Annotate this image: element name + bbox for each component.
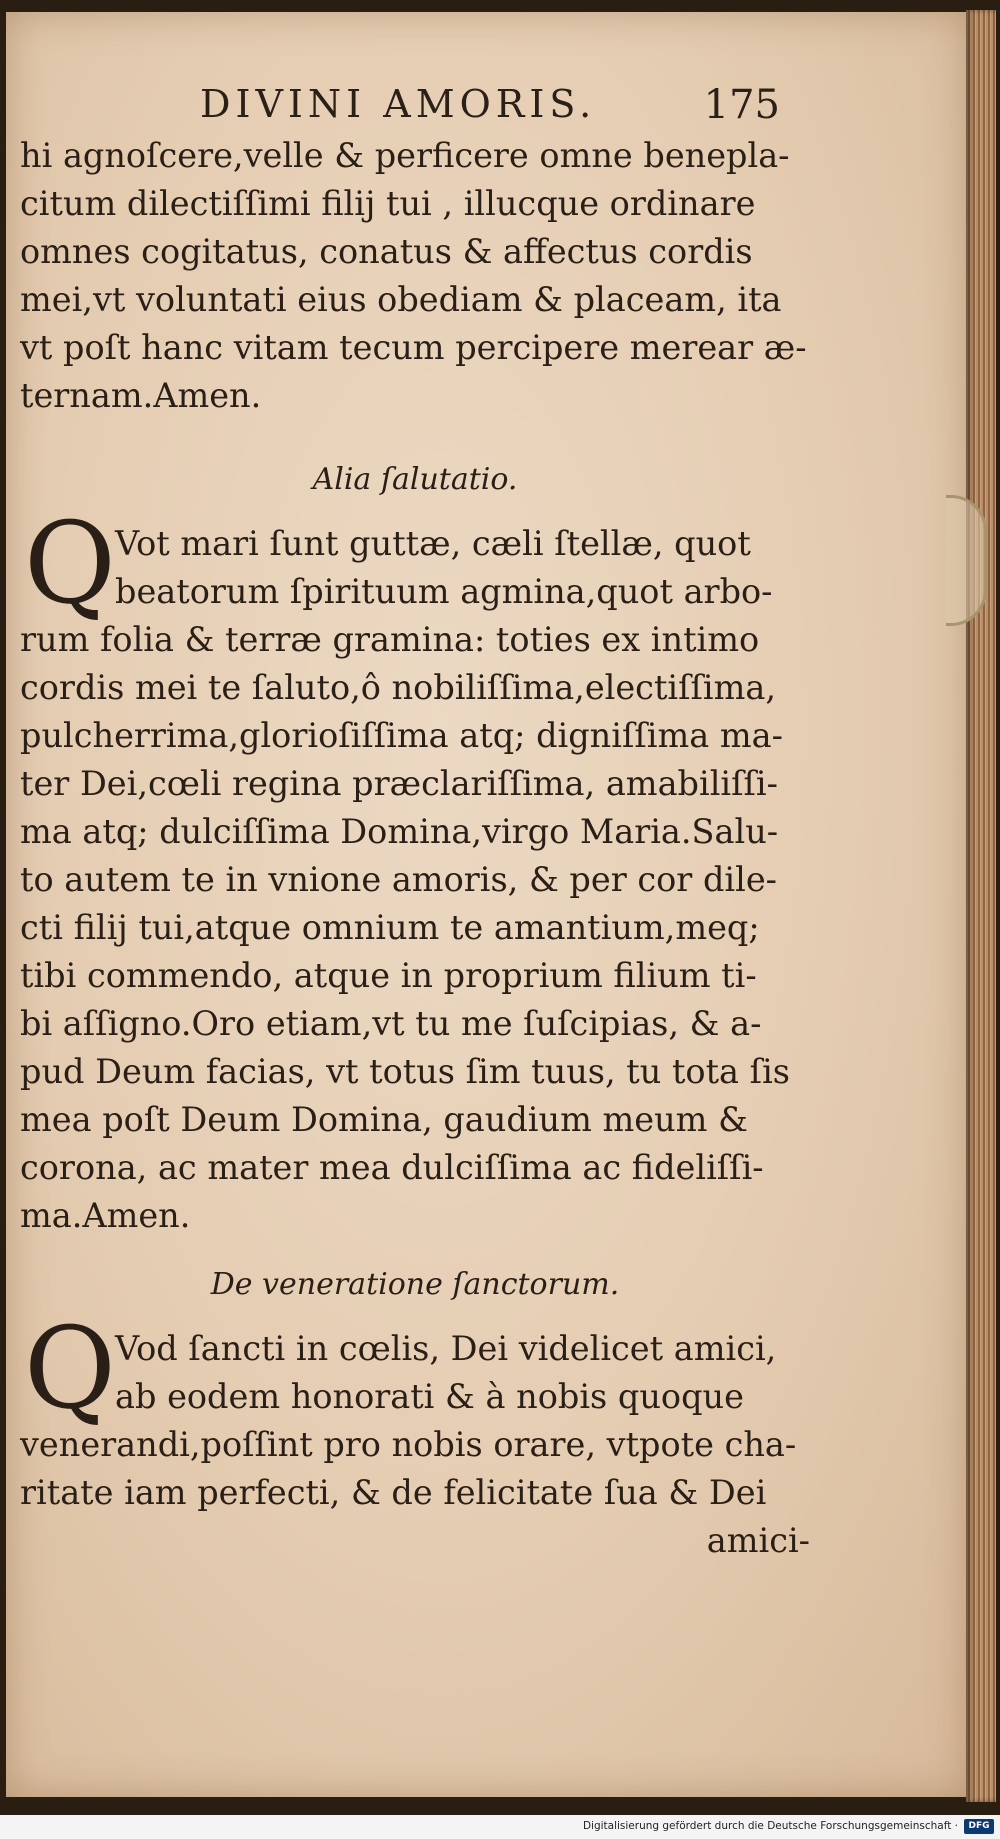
text-line: venerandi,poſſint pro nobis orare, vtpote cha- [20,1425,797,1464]
text-line: beatorum ſpirituum agmina,quot arbo- [115,572,773,611]
text-line: pulcherrima,glorioſiſſima atq; digniſſima ma- [20,716,783,755]
text-line: ritate iam perfecti, & de felicitate ſua & Dei [20,1473,767,1512]
paragraph-3 [20,1325,810,1565]
text-line: vt poſt hanc vitam tecum percipere merear æ- [20,328,807,367]
section-heading-alia-salutatio: Alia ſalutatio. [312,462,518,497]
text-line: ternam.Amen. [20,376,262,415]
text-line: cordis mei te ſaluto,ô nobiliſſima,electiſſima, [20,668,777,707]
text-line: hi agnoſcere,velle & perficere omne benepla- [20,136,790,175]
text-line: mei,vt voluntati eius obediam & placeam, ita [20,280,782,319]
book-fore-edge [966,10,996,1802]
text-line: mea poſt Deum Domina, gaudium meum & [20,1100,748,1139]
text-line: corona, ac mater mea dulciſſima ac fideliſſi- [20,1148,764,1187]
text-line: ma.Amen. [20,1196,191,1235]
text-line: Vot mari ſunt guttæ, cæli ſtellæ, quot [115,524,751,563]
digitization-footer [0,1815,1000,1839]
catchword: amici- [706,1521,810,1560]
page-number: 175 [703,82,780,128]
page-clip-mark [946,495,987,626]
text-line: pud Deum facias, vt totus ſim tuus, tu tota ſis [20,1052,790,1091]
text-line: ab eodem honorati & à nobis quoque [115,1377,744,1416]
text-line: ter Dei,cœli regina præclariſſima, amabiliſſi- [20,764,778,803]
text-line: citum dilectiſſimi filij tui , illucque ordinare [20,184,756,223]
drop-cap-q: Q [24,1304,116,1434]
text-line: tibi commendo, atque in proprium filium ti- [20,956,757,995]
section-heading-de-veneratione: De veneratione ſanctorum. [210,1267,620,1302]
funding-credit: Digitalisierung gefördert durch die Deutsche Forschungsgemeinschaft · [582,1820,958,1832]
drop-cap-q: Q [24,499,116,629]
running-title: DIVINI AMORIS. [200,82,597,126]
dfg-logo: DFG [964,1819,994,1834]
running-header [200,82,780,132]
text-line: ma atq; dulciſſima Domina,virgo Maria.Salu- [20,812,779,851]
text-line: cti filij tui,atque omnium te amantium,meq; [20,908,760,947]
text-line: to autem te in vnione amoris, & per cor dile- [20,860,777,899]
text-line: rum folia & terræ gramina: toties ex intimo [20,620,760,659]
text-line: bi aſſigno.Oro etiam,vt tu me ſuſcipias, & a- [20,1004,762,1043]
paragraph-1 [20,132,810,420]
text-line: omnes cogitatus, conatus & affectus cordis [20,232,753,271]
text-line: Vod ſancti in cœlis, Dei videlicet amici, [115,1329,777,1368]
paragraph-2 [20,520,810,1240]
